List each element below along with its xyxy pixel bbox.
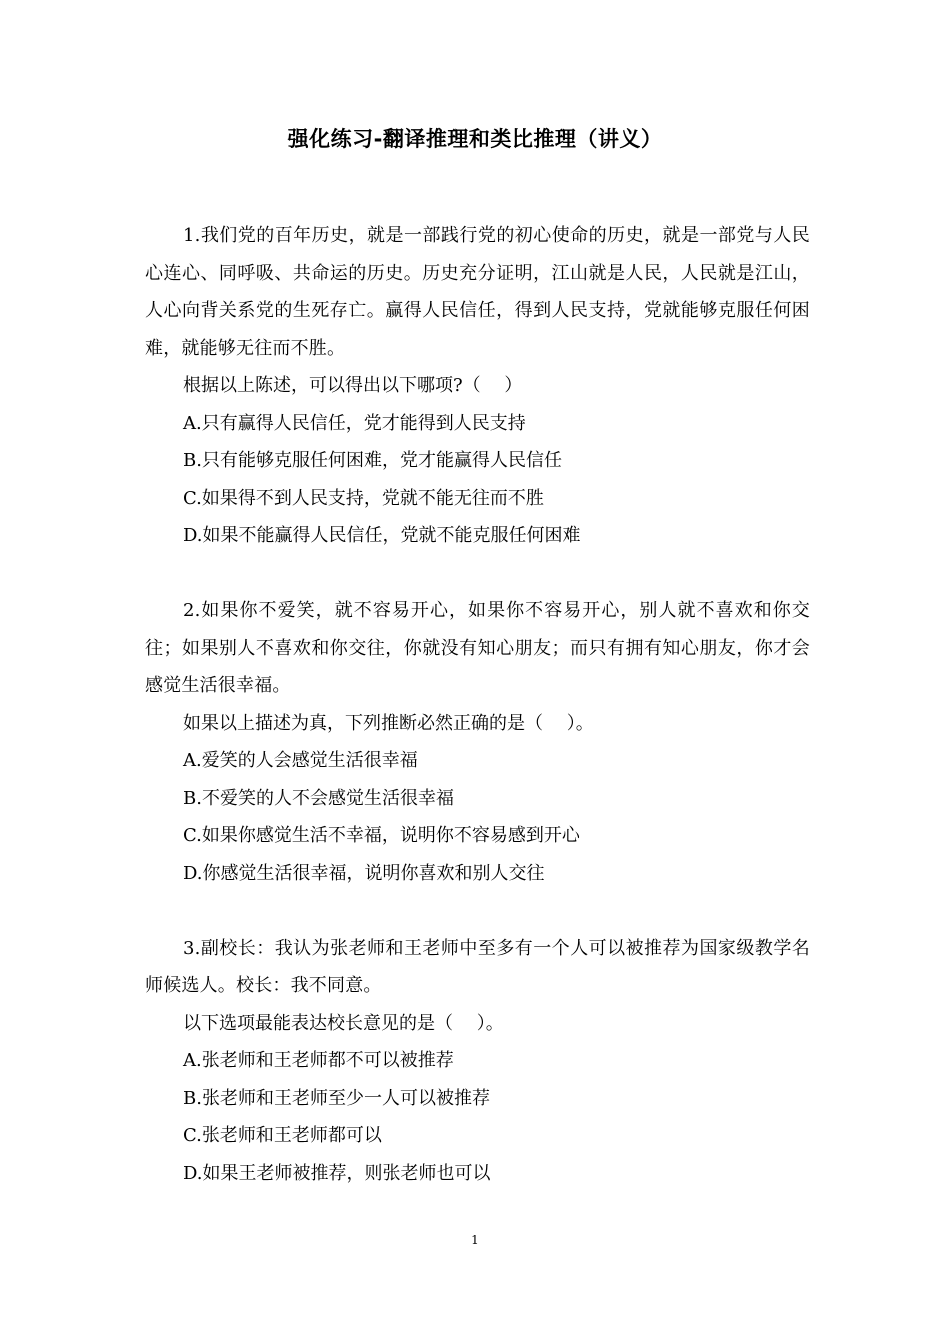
option-c: C.如果你感觉生活不幸福，说明你不容易感到开心 bbox=[183, 825, 580, 846]
option-a: A.爱笑的人会感觉生活很幸福 bbox=[183, 750, 418, 771]
question-spacer bbox=[145, 892, 810, 930]
option-a: A.只有赢得人民信任，党才能得到人民支持 bbox=[183, 412, 526, 434]
question-prompt: 根据以上陈述，可以得出以下哪项?（ ） bbox=[183, 375, 523, 396]
question-prompt: 如果以上描述为真，下列推断必然正确的是（ ）。 bbox=[183, 712, 594, 734]
question-stem: 1.我们党的百年历史，就是一部践行党的初心使命的历史，就是一部党与人民心连心、同呼吸、共命运的历史。历史充分证明，江山就是人民，人民就是江山，人心向背关系党的生死存亡。赢得人民信任，得到人民支持，党就能够克服任何困难，就能够无往而不胜。 bbox=[145, 225, 810, 359]
option-c: C.张老师和王老师都可以 bbox=[183, 1125, 382, 1146]
option-b: B.张老师和王老师至少一人可以被推荐 bbox=[183, 1087, 490, 1109]
document-title: 强化练习-翻译推理和类比推理（讲义） bbox=[287, 127, 663, 151]
option-c: C.如果得不到人民支持，党就不能无往而不胜 bbox=[183, 487, 544, 509]
page-number: 1 bbox=[471, 1233, 479, 1247]
option-b: B.只有能够克服任何困难，党才能赢得人民信任 bbox=[183, 450, 562, 471]
option-d: D.你感觉生活很幸福，说明你喜欢和别人交往 bbox=[183, 862, 545, 884]
question-stem: 3.副校长：我认为张老师和王老师中至多有一个人可以被推荐为国家级教学名师候选人。校长：我不同意。 bbox=[145, 937, 810, 996]
option-a: A.张老师和王老师都不可以被推荐 bbox=[183, 1050, 454, 1071]
question-3 bbox=[145, 930, 810, 1193]
document-body bbox=[145, 217, 810, 1192]
question-1 bbox=[145, 217, 810, 555]
question-2 bbox=[145, 592, 810, 892]
question-stem: 2.如果你不爱笑，就不容易开心，如果你不容易开心，别人就不喜欢和你交往；如果别人不喜欢和你交往，你就没有知心朋友；而只有拥有知心朋友，你才会感觉生活很幸福。 bbox=[145, 600, 810, 696]
option-d: D.如果王老师被推荐，则张老师也可以 bbox=[183, 1162, 491, 1184]
option-b: B.不爱笑的人不会感觉生活很幸福 bbox=[183, 787, 454, 809]
question-spacer bbox=[145, 555, 810, 593]
question-prompt: 以下选项最能表达校长意见的是（ ）。 bbox=[183, 1012, 504, 1034]
option-d: D.如果不能赢得人民信任，党就不能克服任何困难 bbox=[183, 525, 581, 546]
